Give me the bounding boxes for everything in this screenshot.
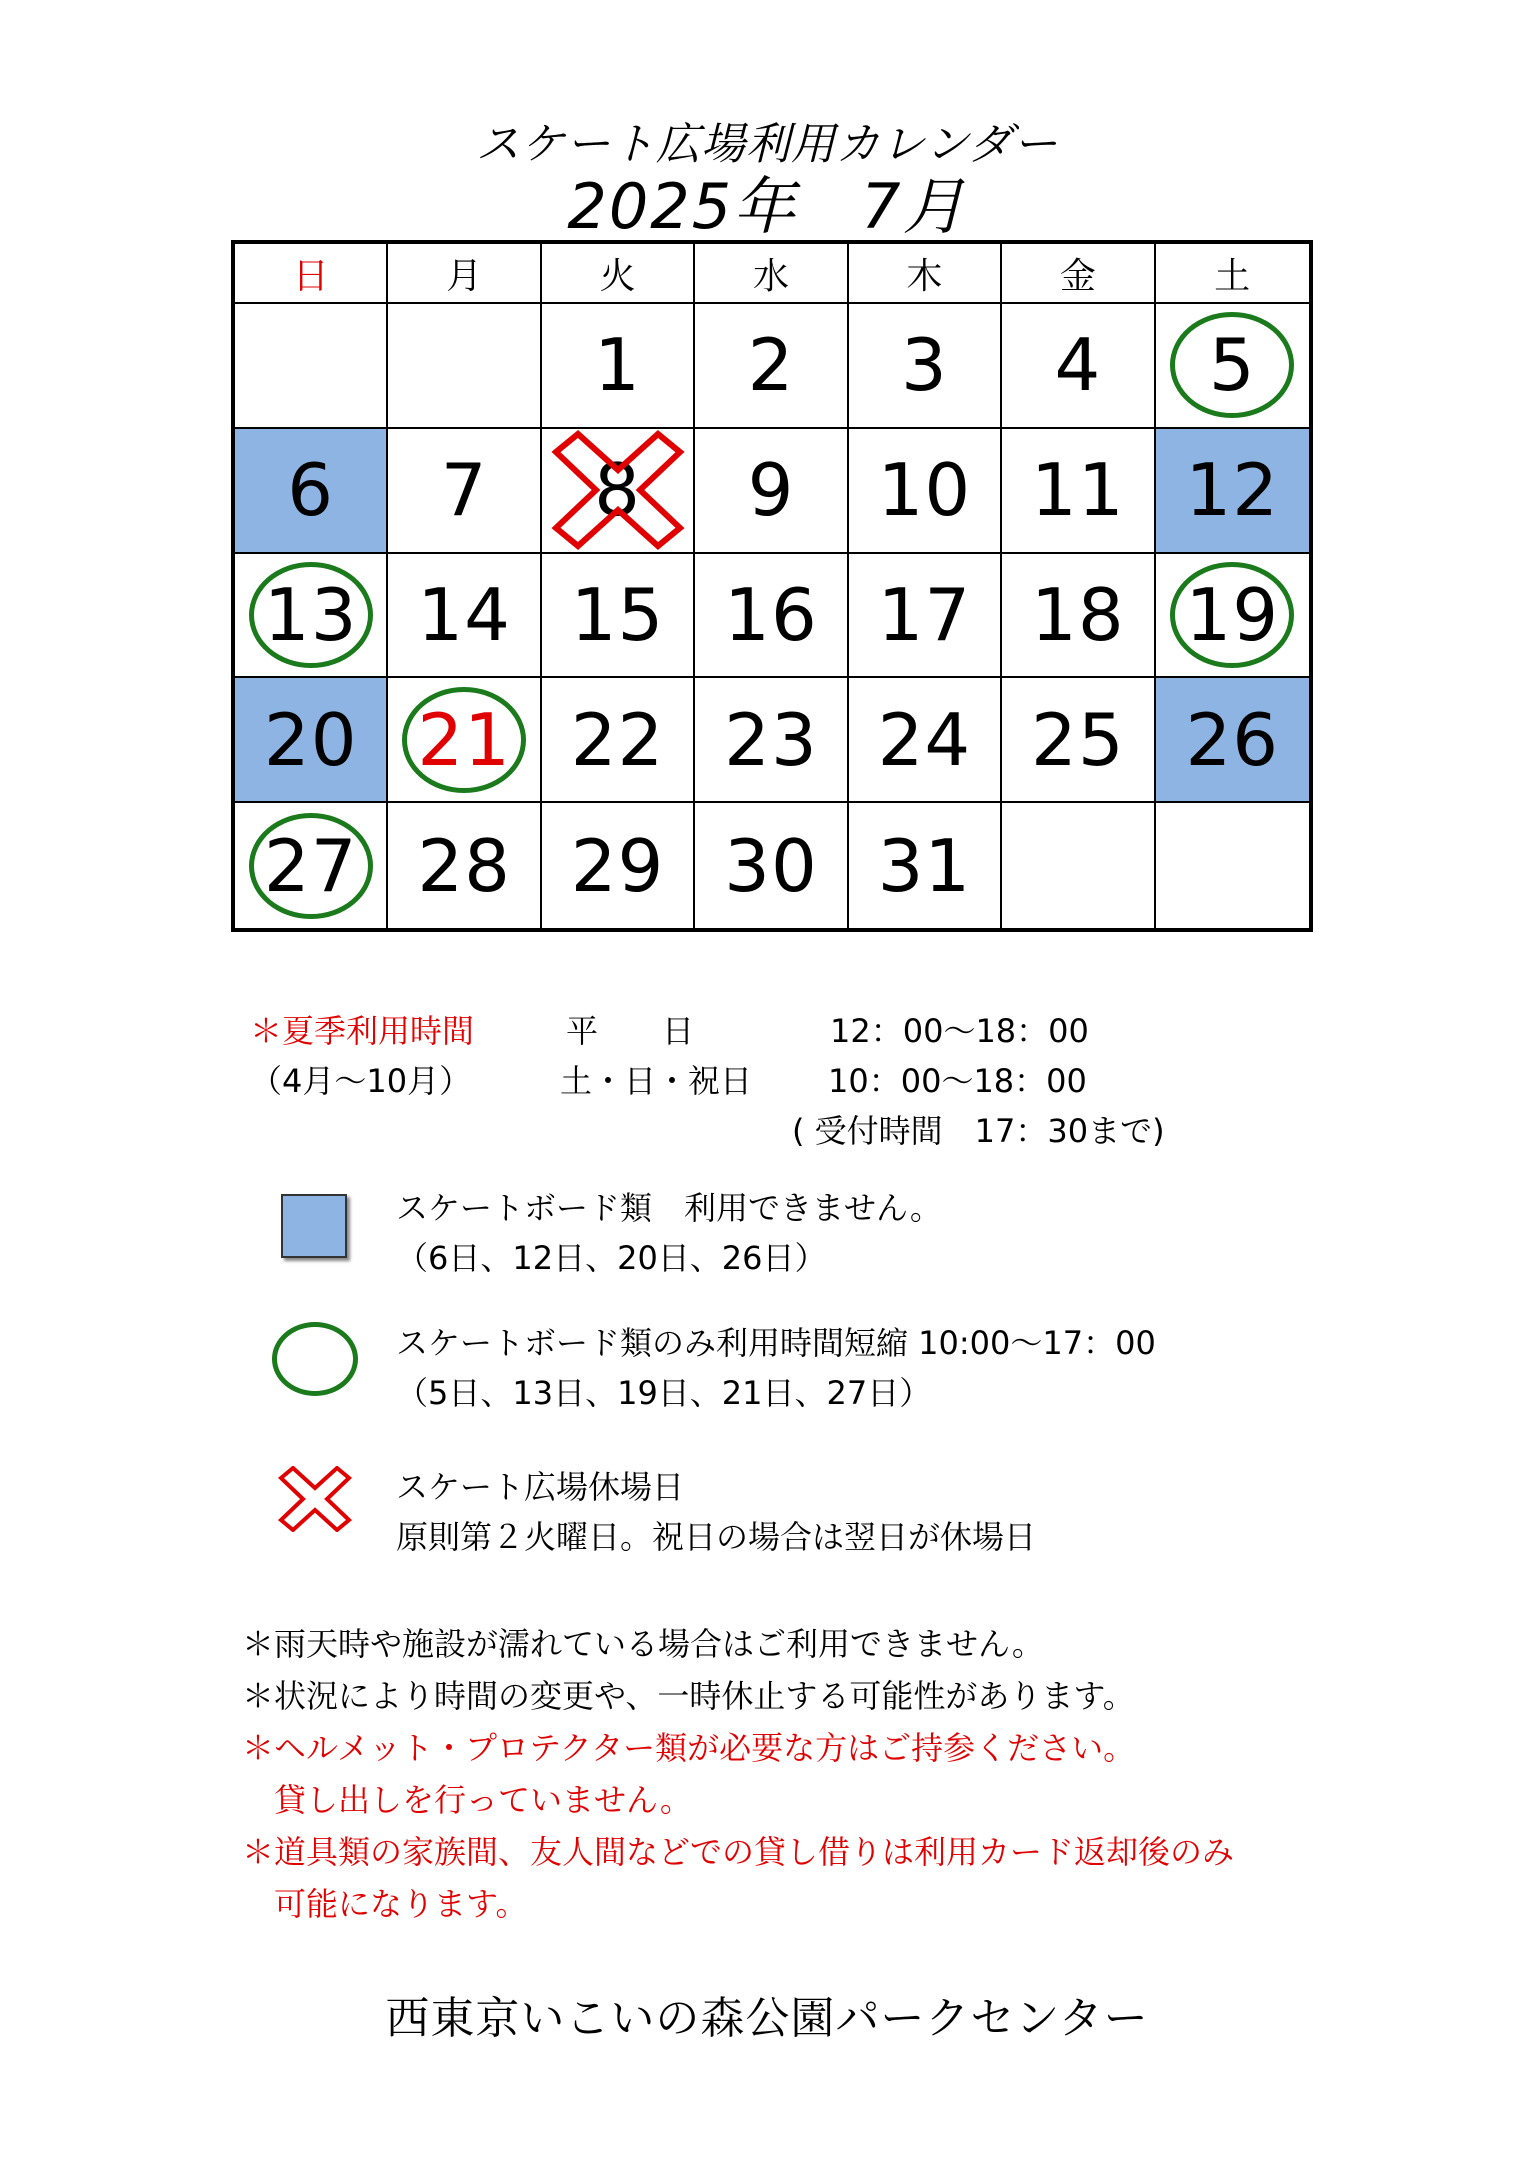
day-cell [1156, 554, 1309, 679]
day-cell [695, 803, 848, 928]
shortened-hours-circle-icon [249, 813, 373, 919]
day-cell [849, 304, 1002, 429]
day-cell [235, 678, 388, 803]
day-cell [542, 429, 695, 554]
calendar-title: スケート広場利用カレンダー [475, 119, 1059, 170]
day-cell [388, 803, 541, 928]
weekday-label: 平 日 [566, 1012, 695, 1050]
weekday-time: 12：00～18：00 [830, 1012, 1089, 1050]
day-number: 24 [877, 697, 972, 782]
green-circle-icon [272, 1322, 358, 1396]
day-cell [1156, 429, 1309, 554]
day-number: 5 [1208, 323, 1256, 408]
empty-day-cell [1002, 803, 1155, 928]
weekday-header: 火 [542, 244, 695, 304]
day-cell [542, 678, 695, 803]
day-number: 10 [877, 448, 972, 533]
day-number: 3 [901, 323, 948, 408]
day-cell [695, 554, 848, 679]
day-number: 9 [747, 448, 795, 533]
day-cell [849, 803, 1002, 928]
note-line: ＊ヘルメット・プロテクター類が必要な方はご持参ください。 [242, 1729, 1136, 1767]
weekend-time: 10：00～18：00 [828, 1062, 1087, 1100]
day-cell [695, 678, 848, 803]
empty-day-cell [235, 304, 388, 429]
day-number: 4 [1054, 323, 1102, 408]
closed-day-cross-icon [548, 430, 688, 550]
day-number: 18 [1031, 572, 1125, 657]
day-number: 16 [724, 572, 818, 657]
day-number: 29 [570, 823, 665, 908]
day-cell [695, 304, 848, 429]
note-line: 貸し出しを行っていません。 [242, 1781, 692, 1819]
day-number: 20 [263, 697, 358, 782]
day-number: 13 [263, 572, 358, 657]
day-number: 21 [417, 697, 511, 782]
day-cell [542, 554, 695, 679]
shortened-hours-circle-icon [402, 687, 526, 793]
day-number: 26 [1185, 697, 1280, 782]
shortened-hours-circle-icon [1170, 312, 1294, 418]
day-number: 22 [570, 697, 665, 782]
note-line: 可能になります。 [242, 1885, 528, 1923]
day-number: 1 [594, 323, 641, 408]
day-number: 6 [287, 448, 335, 533]
day-cell [849, 678, 1002, 803]
day-cell [235, 803, 388, 928]
day-cell [1156, 304, 1309, 429]
day-cell [695, 429, 848, 554]
weekday-header: 月 [388, 244, 541, 304]
day-cell [235, 429, 388, 554]
weekend-label: 土・日・祝日 [560, 1062, 753, 1100]
day-cell [235, 554, 388, 679]
blue-legend-line1: スケートボード類 利用できません。 [396, 1189, 942, 1227]
day-number: 2 [747, 323, 795, 408]
season-period: （4月～10月） [250, 1062, 472, 1100]
weekday-header: 水 [695, 244, 848, 304]
note-line: ＊状況により時間の変更や、一時休止する可能性があります。 [242, 1677, 1135, 1715]
shortened-hours-circle-icon [1170, 562, 1294, 668]
day-cell [388, 678, 541, 803]
red-cross-icon [276, 1466, 354, 1532]
reception-time: ( 受付時間 17：30まで) [792, 1112, 1165, 1150]
calendar-grid [231, 240, 1313, 932]
day-number: 19 [1185, 572, 1280, 657]
day-number: 31 [877, 823, 972, 908]
weekday-header: 木 [849, 244, 1002, 304]
hours-label: ＊夏季利用時間 [250, 1012, 475, 1050]
blue-legend-line2: （6日、12日、20日、26日） [396, 1239, 827, 1277]
month-heading: 2025年 7月 [567, 170, 967, 243]
circle-legend-line2: （5日、13日、19日、21日、27日） [396, 1374, 932, 1412]
note-line: ＊雨天時や施設が濡れている場合はご利用できません。 [242, 1625, 1044, 1663]
day-number: 28 [417, 823, 511, 908]
day-number: 15 [570, 572, 665, 657]
day-number: 8 [594, 448, 641, 533]
day-cell [388, 554, 541, 679]
day-cell [1002, 429, 1155, 554]
day-number: 30 [724, 823, 818, 908]
day-cell [1156, 678, 1309, 803]
day-cell [1002, 678, 1155, 803]
day-cell [542, 304, 695, 429]
day-cell [849, 429, 1002, 554]
footer-organization: 西東京いこいの森公園パークセンター [385, 1993, 1149, 2044]
day-number: 17 [877, 572, 972, 657]
day-cell [849, 554, 1002, 679]
day-number: 14 [417, 572, 511, 657]
day-number: 23 [724, 697, 818, 782]
weekday-header: 金 [1002, 244, 1155, 304]
day-number: 27 [263, 823, 358, 908]
weekday-header: 日 [235, 244, 388, 304]
cross-legend-line2: 原則第２火曜日。祝日の場合は翌日が休場日 [396, 1518, 1037, 1556]
day-number: 11 [1031, 448, 1125, 533]
day-number: 25 [1031, 697, 1125, 782]
day-number: 7 [440, 448, 488, 533]
day-number: 12 [1185, 448, 1280, 533]
circle-legend-line1: スケートボード類のみ利用時間短縮 10:00～17：00 [396, 1324, 1156, 1362]
shortened-hours-circle-icon [249, 562, 373, 668]
day-cell [542, 803, 695, 928]
cross-legend-line1: スケート広場休場日 [396, 1468, 685, 1506]
blue-swatch-icon [281, 1194, 347, 1258]
weekday-header: 土 [1156, 244, 1309, 304]
empty-day-cell [388, 304, 541, 429]
day-cell [1002, 554, 1155, 679]
note-line: ＊道具類の家族間、友人間などでの貸し借りは利用カード返却後のみ [242, 1833, 1235, 1871]
day-cell [1002, 304, 1155, 429]
notes-list [242, 1618, 1234, 1930]
day-cell [388, 429, 541, 554]
empty-day-cell [1156, 803, 1309, 928]
